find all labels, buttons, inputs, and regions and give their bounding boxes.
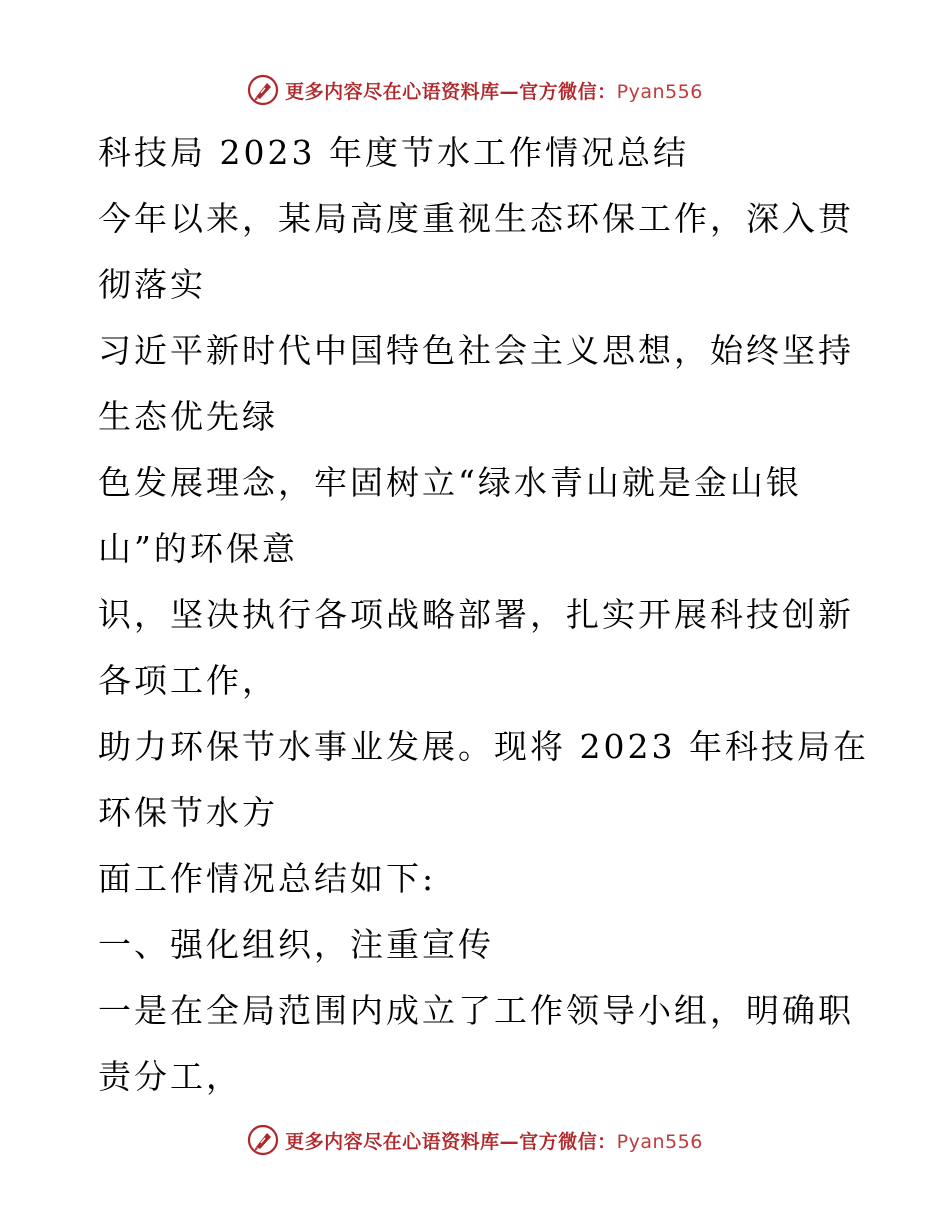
pen-nib-logo-icon xyxy=(247,1124,279,1156)
section-heading: 一、强化组织，注重宣传 xyxy=(98,925,494,964)
watermark-wechat-id: Pyan556 xyxy=(616,1130,703,1153)
text-line: 今年以来，某局高度重视生态环保工作，深入贯 xyxy=(98,199,854,238)
watermark-text xyxy=(285,1127,703,1154)
document-body xyxy=(98,120,869,1110)
text-line: 生态优先绿 xyxy=(98,397,278,436)
pen-nib-logo-icon xyxy=(247,74,279,106)
document-title: 科技局 2023 年度节水工作情况总结 xyxy=(98,133,689,172)
watermark-prefix: 更多内容尽在心语资料库—官方微信： xyxy=(285,1130,617,1153)
text-line: 环保节水方 xyxy=(98,793,278,832)
text-line: 识，坚决执行各项战略部署，扎实开展科技创新 xyxy=(98,595,854,634)
text-line: 责分工， xyxy=(98,1057,242,1096)
text-line: 面工作情况总结如下: xyxy=(98,859,437,898)
text-line: 彻落实 xyxy=(98,265,206,304)
text-line: 山”的环保意 xyxy=(98,529,298,568)
text-line: 色发展理念，牢固树立“绿水青山就是金山银 xyxy=(98,463,802,502)
text-line: 习近平新时代中国特色社会主义思想，始终坚持 xyxy=(98,331,854,370)
watermark-text xyxy=(285,77,703,104)
text-line: 助力环保节水事业发展。现将 2023 年科技局在 xyxy=(98,727,869,766)
text-line: 一是在全局范围内成立了工作领导小组，明确职 xyxy=(98,991,854,1030)
watermark-header xyxy=(0,70,950,110)
watermark-wechat-id: Pyan556 xyxy=(616,80,703,103)
watermark-footer xyxy=(0,1120,950,1160)
text-line: 各项工作， xyxy=(98,661,278,700)
watermark-prefix: 更多内容尽在心语资料库—官方微信： xyxy=(285,80,617,103)
